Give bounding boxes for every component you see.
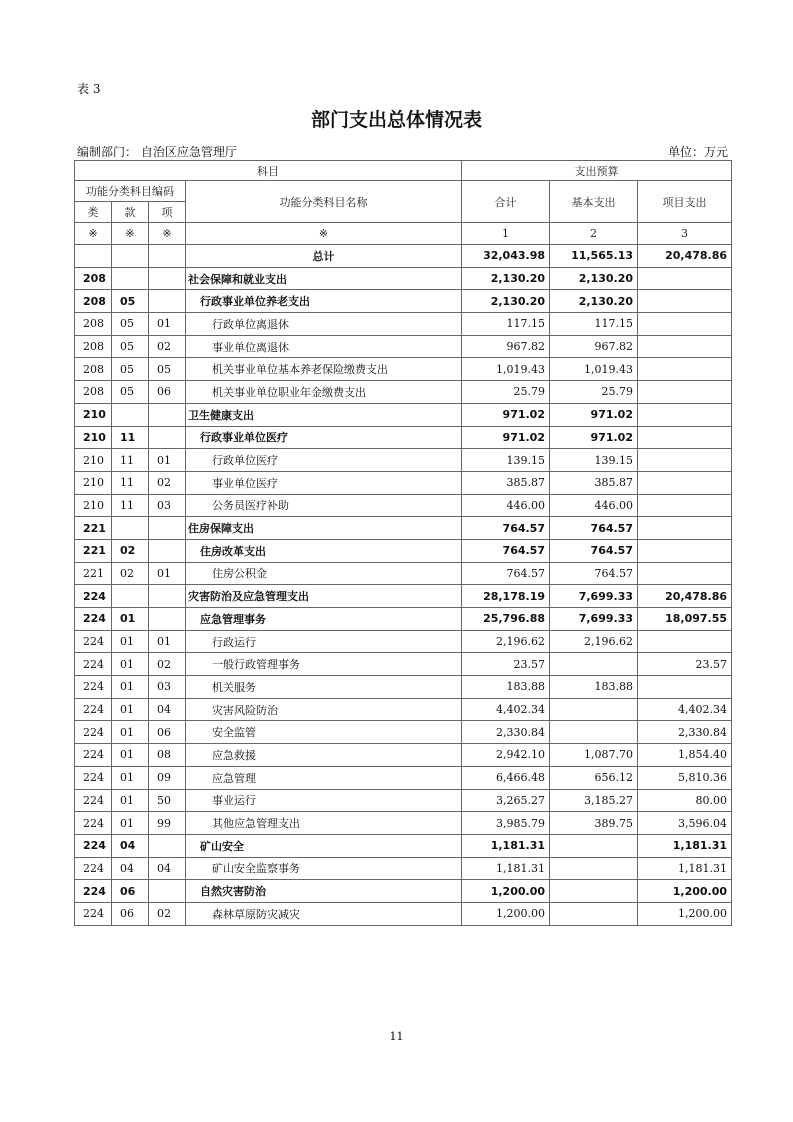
header-col-2: 2 xyxy=(550,223,638,245)
table-row xyxy=(75,744,732,767)
basic-value xyxy=(550,834,638,857)
header-mark: ※ xyxy=(75,223,112,245)
table-row xyxy=(75,517,732,540)
table-row xyxy=(75,471,732,494)
total-value: 446.00 xyxy=(462,494,550,517)
code-kuan: 01 xyxy=(112,630,149,653)
header-row-1 xyxy=(75,161,732,181)
code-xiang xyxy=(149,245,186,268)
code-xiang: 50 xyxy=(149,789,186,812)
code-lei: 210 xyxy=(75,403,112,426)
code-xiang: 01 xyxy=(149,449,186,472)
code-xiang: 03 xyxy=(149,494,186,517)
header-lei: 类 xyxy=(75,202,112,223)
code-kuan: 02 xyxy=(112,562,149,585)
total-value: 25.79 xyxy=(462,381,550,404)
code-lei xyxy=(75,245,112,268)
subject-name: 应急管理 xyxy=(186,766,462,789)
code-lei: 208 xyxy=(75,358,112,381)
subject-name: 行政单位医疗 xyxy=(186,449,462,472)
table-row xyxy=(75,698,732,721)
header-budget: 支出预算 xyxy=(462,161,732,181)
project-value: 1,181.31 xyxy=(638,834,732,857)
code-lei: 224 xyxy=(75,789,112,812)
code-xiang xyxy=(149,880,186,903)
project-value xyxy=(638,267,732,290)
code-lei: 221 xyxy=(75,539,112,562)
table-row xyxy=(75,857,732,880)
code-lei: 224 xyxy=(75,880,112,903)
subject-name: 应急救援 xyxy=(186,744,462,767)
subject-name: 灾害防治及应急管理支出 xyxy=(186,585,462,608)
code-kuan xyxy=(112,267,149,290)
code-lei: 224 xyxy=(75,812,112,835)
project-value: 3,596.04 xyxy=(638,812,732,835)
code-kuan: 05 xyxy=(112,358,149,381)
code-lei: 224 xyxy=(75,698,112,721)
basic-value: 967.82 xyxy=(550,335,638,358)
total-value: 28,178.19 xyxy=(462,585,550,608)
header-mark: ※ xyxy=(112,223,149,245)
code-kuan: 05 xyxy=(112,381,149,404)
code-kuan: 01 xyxy=(112,744,149,767)
basic-value: 764.57 xyxy=(550,517,638,540)
basic-value: 764.57 xyxy=(550,539,638,562)
code-kuan: 04 xyxy=(112,857,149,880)
table-row xyxy=(75,585,732,608)
project-value: 1,200.00 xyxy=(638,902,732,925)
table-row xyxy=(75,494,732,517)
total-value: 6,466.48 xyxy=(462,766,550,789)
total-value: 1,019.43 xyxy=(462,358,550,381)
basic-value: 446.00 xyxy=(550,494,638,517)
unit-label: 单位：万元 xyxy=(667,145,728,159)
basic-value: 389.75 xyxy=(550,812,638,835)
code-kuan: 01 xyxy=(112,676,149,699)
code-lei: 208 xyxy=(75,313,112,336)
table-row xyxy=(75,403,732,426)
code-xiang: 03 xyxy=(149,676,186,699)
table-row xyxy=(75,335,732,358)
basic-value: 656.12 xyxy=(550,766,638,789)
table-row xyxy=(75,358,732,381)
code-xiang: 04 xyxy=(149,698,186,721)
total-value: 1,181.31 xyxy=(462,834,550,857)
code-kuan: 01 xyxy=(112,812,149,835)
basic-value: 971.02 xyxy=(550,426,638,449)
project-value xyxy=(638,562,732,585)
code-kuan: 01 xyxy=(112,721,149,744)
table-row xyxy=(75,676,732,699)
subject-name: 总计 xyxy=(186,245,462,268)
project-value xyxy=(638,517,732,540)
code-xiang: 01 xyxy=(149,630,186,653)
basic-value xyxy=(550,721,638,744)
basic-value: 117.15 xyxy=(550,313,638,336)
subject-name: 住房改革支出 xyxy=(186,539,462,562)
subject-name: 事业单位离退休 xyxy=(186,335,462,358)
code-lei: 208 xyxy=(75,267,112,290)
code-xiang: 05 xyxy=(149,358,186,381)
code-kuan: 01 xyxy=(112,608,149,631)
code-kuan: 06 xyxy=(112,902,149,925)
total-value: 967.82 xyxy=(462,335,550,358)
basic-value: 764.57 xyxy=(550,562,638,585)
project-value xyxy=(638,403,732,426)
total-value: 183.88 xyxy=(462,676,550,699)
subject-name: 机关服务 xyxy=(186,676,462,699)
code-kuan: 05 xyxy=(112,335,149,358)
subject-name: 应急管理事务 xyxy=(186,608,462,631)
page-number: 11 xyxy=(389,1030,404,1043)
code-lei: 224 xyxy=(75,766,112,789)
project-value xyxy=(638,494,732,517)
code-lei: 210 xyxy=(75,471,112,494)
code-xiang xyxy=(149,403,186,426)
code-lei: 224 xyxy=(75,585,112,608)
basic-value xyxy=(550,698,638,721)
department-label: 编制部门： 自治区应急管理厅 xyxy=(77,145,237,159)
header-basic: 基本支出 xyxy=(550,181,638,223)
header-code-group: 功能分类科目编码 xyxy=(75,181,186,202)
subject-name: 行政事业单位医疗 xyxy=(186,426,462,449)
code-xiang: 06 xyxy=(149,721,186,744)
table-row xyxy=(75,812,732,835)
code-lei: 210 xyxy=(75,494,112,517)
total-value: 1,181.31 xyxy=(462,857,550,880)
project-value xyxy=(638,313,732,336)
table-row xyxy=(75,381,732,404)
project-value: 1,181.31 xyxy=(638,857,732,880)
total-value: 971.02 xyxy=(462,403,550,426)
project-value xyxy=(638,290,732,313)
total-value: 25,796.88 xyxy=(462,608,550,631)
table-row xyxy=(75,630,732,653)
header-mark: ※ xyxy=(149,223,186,245)
code-xiang: 02 xyxy=(149,471,186,494)
total-value: 764.57 xyxy=(462,539,550,562)
code-kuan: 01 xyxy=(112,789,149,812)
total-value: 1,200.00 xyxy=(462,880,550,903)
code-kuan: 11 xyxy=(112,471,149,494)
total-value: 764.57 xyxy=(462,517,550,540)
code-lei: 224 xyxy=(75,834,112,857)
subject-name: 安全监管 xyxy=(186,721,462,744)
code-xiang xyxy=(149,585,186,608)
table-row xyxy=(75,608,732,631)
code-kuan xyxy=(112,517,149,540)
subject-name: 事业运行 xyxy=(186,789,462,812)
subject-name: 自然灾害防治 xyxy=(186,880,462,903)
project-value xyxy=(638,426,732,449)
code-kuan: 01 xyxy=(112,653,149,676)
basic-value xyxy=(550,857,638,880)
code-xiang: 08 xyxy=(149,744,186,767)
subject-name: 住房公积金 xyxy=(186,562,462,585)
header-subject: 科目 xyxy=(75,161,462,181)
total-value: 2,130.20 xyxy=(462,290,550,313)
code-lei: 208 xyxy=(75,335,112,358)
total-value: 3,985.79 xyxy=(462,812,550,835)
basic-value: 11,565.13 xyxy=(550,245,638,268)
total-value: 764.57 xyxy=(462,562,550,585)
header-kuan: 款 xyxy=(112,202,149,223)
basic-value: 1,019.43 xyxy=(550,358,638,381)
code-lei: 210 xyxy=(75,449,112,472)
subject-name: 机关事业单位基本养老保险缴费支出 xyxy=(186,358,462,381)
code-xiang: 06 xyxy=(149,381,186,404)
table-row xyxy=(75,290,732,313)
header-row-2 xyxy=(75,181,732,202)
basic-value: 385.87 xyxy=(550,471,638,494)
project-value xyxy=(638,381,732,404)
code-lei: 224 xyxy=(75,744,112,767)
project-value xyxy=(638,539,732,562)
total-value: 2,330.84 xyxy=(462,721,550,744)
project-value xyxy=(638,630,732,653)
header-col-1: 1 xyxy=(462,223,550,245)
project-value xyxy=(638,335,732,358)
total-value: 2,196.62 xyxy=(462,630,550,653)
subject-name: 卫生健康支出 xyxy=(186,403,462,426)
code-lei: 224 xyxy=(75,653,112,676)
code-lei: 224 xyxy=(75,902,112,925)
total-value: 4,402.34 xyxy=(462,698,550,721)
header-project: 项目支出 xyxy=(638,181,732,223)
code-lei: 221 xyxy=(75,562,112,585)
code-xiang xyxy=(149,517,186,540)
subject-name: 一般行政管理事务 xyxy=(186,653,462,676)
subject-name: 公务员医疗补助 xyxy=(186,494,462,517)
code-xiang xyxy=(149,290,186,313)
total-value: 2,942.10 xyxy=(462,744,550,767)
code-xiang: 01 xyxy=(149,313,186,336)
basic-value: 25.79 xyxy=(550,381,638,404)
subject-name: 机关事业单位职业年金缴费支出 xyxy=(186,381,462,404)
table-row xyxy=(75,449,732,472)
basic-value: 139.15 xyxy=(550,449,638,472)
subject-name: 矿山安全 xyxy=(186,834,462,857)
subject-name: 矿山安全监察事务 xyxy=(186,857,462,880)
code-lei: 210 xyxy=(75,426,112,449)
project-value: 2,330.84 xyxy=(638,721,732,744)
total-value: 139.15 xyxy=(462,449,550,472)
project-value: 1,854.40 xyxy=(638,744,732,767)
table-row xyxy=(75,880,732,903)
basic-value: 2,130.20 xyxy=(550,290,638,313)
basic-value: 1,087.70 xyxy=(550,744,638,767)
code-kuan xyxy=(112,403,149,426)
header-col-3: 3 xyxy=(638,223,732,245)
code-xiang xyxy=(149,834,186,857)
total-value: 1,200.00 xyxy=(462,902,550,925)
project-value: 4,402.34 xyxy=(638,698,732,721)
table-row xyxy=(75,766,732,789)
header-name: 功能分类科目名称 xyxy=(186,181,462,223)
project-value xyxy=(638,676,732,699)
project-value xyxy=(638,471,732,494)
code-xiang: 02 xyxy=(149,902,186,925)
project-value: 18,097.55 xyxy=(638,608,732,631)
subject-name: 行政事业单位养老支出 xyxy=(186,290,462,313)
subject-name: 行政单位离退休 xyxy=(186,313,462,336)
project-value: 20,478.86 xyxy=(638,585,732,608)
total-value: 3,265.27 xyxy=(462,789,550,812)
header-xiang: 项 xyxy=(149,202,186,223)
basic-value: 183.88 xyxy=(550,676,638,699)
code-kuan: 05 xyxy=(112,313,149,336)
code-xiang xyxy=(149,426,186,449)
subject-name: 灾害风险防治 xyxy=(186,698,462,721)
table-row xyxy=(75,267,732,290)
table-row xyxy=(75,426,732,449)
code-kuan: 11 xyxy=(112,494,149,517)
subject-name: 行政运行 xyxy=(186,630,462,653)
table-row xyxy=(75,539,732,562)
code-lei: 208 xyxy=(75,381,112,404)
basic-value: 7,699.33 xyxy=(550,585,638,608)
total-value: 117.15 xyxy=(462,313,550,336)
total-value: 971.02 xyxy=(462,426,550,449)
code-lei: 224 xyxy=(75,630,112,653)
table-row xyxy=(75,789,732,812)
basic-value: 2,130.20 xyxy=(550,267,638,290)
code-lei: 208 xyxy=(75,290,112,313)
basic-value xyxy=(550,653,638,676)
subject-name: 其他应急管理支出 xyxy=(186,812,462,835)
subject-name: 事业单位医疗 xyxy=(186,471,462,494)
code-xiang: 01 xyxy=(149,562,186,585)
code-kuan: 06 xyxy=(112,880,149,903)
project-value: 20,478.86 xyxy=(638,245,732,268)
code-lei: 224 xyxy=(75,676,112,699)
total-value: 385.87 xyxy=(462,471,550,494)
project-value: 5,810.36 xyxy=(638,766,732,789)
header-row-4 xyxy=(75,223,732,245)
project-value: 1,200.00 xyxy=(638,880,732,903)
subject-name: 住房保障支出 xyxy=(186,517,462,540)
table-row xyxy=(75,653,732,676)
code-kuan: 01 xyxy=(112,766,149,789)
code-kuan: 04 xyxy=(112,834,149,857)
table-row xyxy=(75,245,732,268)
project-value: 80.00 xyxy=(638,789,732,812)
table-row xyxy=(75,902,732,925)
table-row xyxy=(75,313,732,336)
basic-value xyxy=(550,902,638,925)
code-lei: 221 xyxy=(75,517,112,540)
table-row xyxy=(75,562,732,585)
subject-name: 森林草原防灾减灾 xyxy=(186,902,462,925)
code-lei: 224 xyxy=(75,857,112,880)
header-total: 合计 xyxy=(462,181,550,223)
basic-value: 971.02 xyxy=(550,403,638,426)
total-value: 2,130.20 xyxy=(462,267,550,290)
code-lei: 224 xyxy=(75,721,112,744)
code-xiang xyxy=(149,608,186,631)
header-mark: ※ xyxy=(186,223,462,245)
code-xiang xyxy=(149,267,186,290)
code-xiang: 02 xyxy=(149,653,186,676)
code-kuan: 05 xyxy=(112,290,149,313)
code-kuan: 02 xyxy=(112,539,149,562)
code-kuan: 01 xyxy=(112,698,149,721)
code-xiang: 04 xyxy=(149,857,186,880)
expenditure-table xyxy=(74,160,732,926)
table-label: 表 3 xyxy=(77,82,101,96)
project-value xyxy=(638,358,732,381)
code-xiang: 02 xyxy=(149,335,186,358)
code-kuan: 11 xyxy=(112,426,149,449)
code-kuan xyxy=(112,585,149,608)
page-title: 部门支出总体情况表 xyxy=(310,109,482,131)
basic-value: 7,699.33 xyxy=(550,608,638,631)
project-value xyxy=(638,449,732,472)
code-xiang: 99 xyxy=(149,812,186,835)
basic-value: 2,196.62 xyxy=(550,630,638,653)
subject-name: 社会保障和就业支出 xyxy=(186,267,462,290)
code-xiang: 09 xyxy=(149,766,186,789)
code-kuan: 11 xyxy=(112,449,149,472)
code-xiang xyxy=(149,539,186,562)
code-kuan xyxy=(112,245,149,268)
project-value: 23.57 xyxy=(638,653,732,676)
table-row xyxy=(75,721,732,744)
total-value: 23.57 xyxy=(462,653,550,676)
basic-value: 3,185.27 xyxy=(550,789,638,812)
basic-value xyxy=(550,880,638,903)
total-value: 32,043.98 xyxy=(462,245,550,268)
table-row xyxy=(75,834,732,857)
code-lei: 224 xyxy=(75,608,112,631)
